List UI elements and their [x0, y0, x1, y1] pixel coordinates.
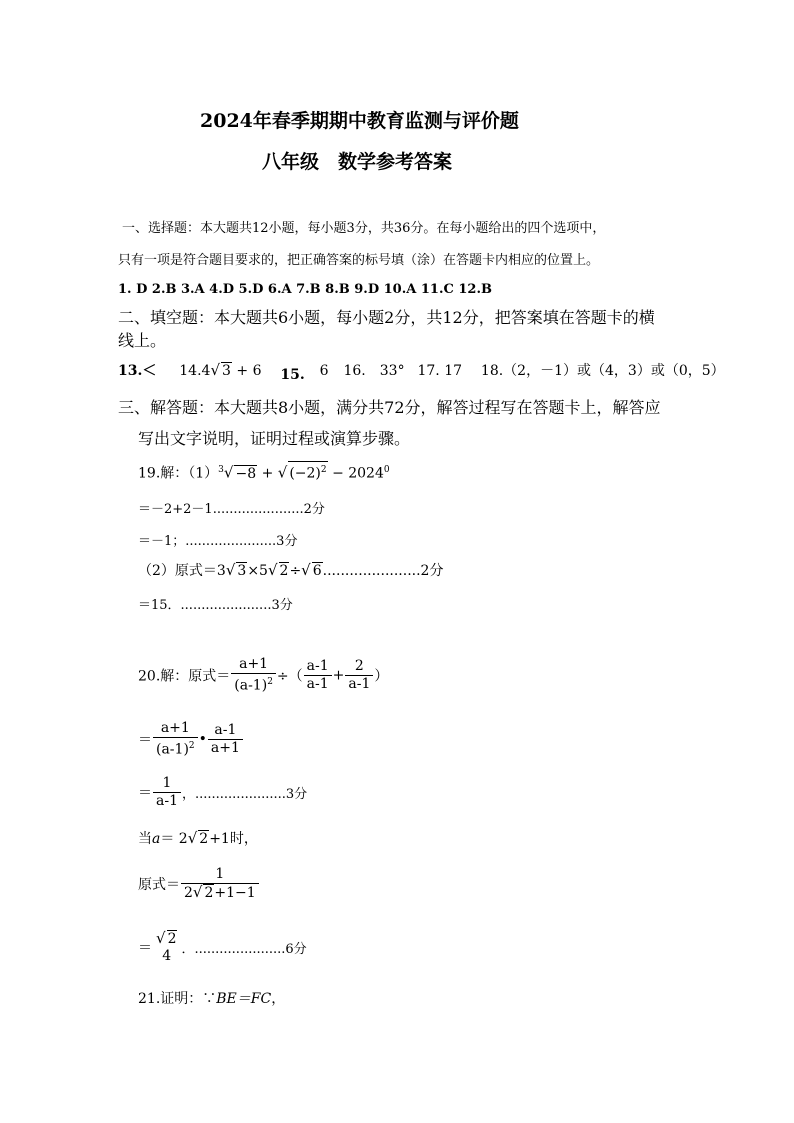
- q19-part2-label: （2）原式＝3: [138, 563, 226, 579]
- q19-cbrt-radicand: −8: [235, 465, 257, 482]
- q20-step1-frac1: $\frac{a+1}{(a-1)^2}$: [153, 720, 198, 759]
- q21-statement: BE＝FC: [216, 991, 272, 1007]
- because-symbol: ∵: [202, 991, 217, 1007]
- q20-step2-eq: ＝: [138, 785, 152, 802]
- q20-fraction-1: $\frac{a+1}{(a-1)^2}$: [231, 656, 276, 695]
- sqrt-symbol: √: [267, 561, 278, 579]
- part1-intro-line2: 只有一项是符合题目要求的，把正确答案的标号填（涂）在答题卡内相应的位置上。: [118, 253, 600, 268]
- sqrt-symbol: √: [223, 463, 234, 482]
- q19-label: 19.解：（1）: [138, 465, 219, 482]
- q20-final: [138, 930, 307, 965]
- q19-expression: [138, 461, 390, 483]
- sqrt-symbol: √: [156, 929, 166, 947]
- q20-original-label: 原式＝: [138, 877, 180, 893]
- q20-condition: [138, 828, 258, 848]
- q17-answer: 17. 17: [417, 363, 463, 379]
- q20-when: 当: [138, 831, 152, 847]
- cbrt-index: 3: [218, 465, 224, 475]
- q20-original: [138, 866, 260, 902]
- q21-line: [138, 988, 285, 1008]
- q21-label: 21.证明：: [138, 991, 203, 1007]
- q20-step2-frac: $\frac{1}{a-1}$: [153, 775, 181, 810]
- q19-step2: ＝－1；......................3分: [138, 534, 298, 549]
- part1-answers: 1. D 2.B 3.A 4.D 5.D 6.A 7.B 8.B 9.D 10.A 11.C 12.B: [118, 282, 492, 297]
- q15-label: 15.: [280, 367, 305, 383]
- q19-part2-result: ＝15．......................3分: [138, 598, 293, 613]
- q13-answer: 13.＜: [118, 363, 157, 379]
- q19-step1: ＝－2+2－1......................2分: [138, 502, 325, 517]
- q15-answer: 6: [319, 363, 329, 379]
- q19-divide: ÷: [289, 563, 302, 579]
- q20-plus: +: [332, 667, 345, 684]
- part3-intro-line1: 三、解答题：本大题共8小题，满分共72分，解答过程写在答题卡上，解答应: [118, 398, 661, 417]
- q20-when-post: +1时，: [209, 831, 258, 847]
- q20-final-score: ．......................6分: [181, 942, 307, 957]
- q14-coef: 4: [201, 363, 211, 379]
- q20-when-eq: ＝ 2: [160, 831, 188, 847]
- page-subtitle: 八年级 数学参考答案: [262, 151, 453, 173]
- q20-label: 20.解：原式＝: [138, 668, 231, 685]
- sqrt-symbol: √: [210, 361, 221, 379]
- q16-answer: 16. 33°: [343, 363, 405, 379]
- q19-sqrt-radicand: $(-2)^2$: [288, 461, 327, 482]
- q19-radicand-6: 6: [312, 563, 322, 579]
- q20-expression: [138, 656, 388, 695]
- q20-when-radicand: 2: [199, 831, 209, 847]
- q19-plus: +: [261, 465, 274, 482]
- q20-step1-eq: ＝: [138, 732, 152, 749]
- q14-label: 14.: [179, 363, 202, 379]
- q18-answer: 18.（2，－1）或（4，3）或（0，5）: [480, 363, 725, 379]
- q19-radicand-3: 3: [237, 563, 247, 579]
- q20-fraction-3: $\frac{2}{a-1}$: [345, 658, 373, 693]
- sqrt-symbol: √: [277, 463, 288, 482]
- q20-divide: ÷（: [276, 668, 303, 685]
- page-title: 2024年春季期期中教育监测与评价题: [200, 110, 519, 132]
- sqrt-symbol: √: [225, 561, 236, 579]
- part3-intro-line2: 写出文字说明，证明过程或演算步骤。: [138, 429, 411, 448]
- q19-year-exp: 0: [383, 465, 390, 475]
- sqrt-symbol: √: [192, 883, 203, 901]
- q20-fraction-2: $\frac{a-1}{a-1}$: [304, 658, 332, 693]
- q19-year: − 2024: [332, 465, 384, 482]
- q19-radicand-2: 2: [279, 563, 289, 579]
- q20-var-a: a: [152, 831, 161, 847]
- q20-original-frac: $\frac{1}{2√ 2+1-1}$: [181, 866, 259, 902]
- sqrt-symbol: √: [301, 561, 311, 579]
- q20-step2-score: ，......................3分: [181, 787, 308, 802]
- q20-step1-dot: •: [198, 731, 207, 748]
- part1-intro-line1: 一、选择题：本大题共12小题，每小题3分，共36分。在每小题给出的四个选项中，: [122, 221, 606, 236]
- part2-intro-line2: 线上。: [118, 331, 167, 350]
- q20-final-eq: ＝: [138, 940, 152, 957]
- q19-part2-score: ......................2分: [322, 563, 444, 579]
- q14-tail: + 6: [236, 363, 262, 379]
- part2-intro-line1: 二、填空题：本大题共6小题，每小题2分，共12分，把答案填在答题卡的横: [118, 308, 655, 327]
- fill-answers-row: [118, 360, 725, 383]
- q20-close: ）: [374, 668, 389, 685]
- q19-part2: [138, 560, 443, 580]
- q20-step1-frac2: $\frac{a-1}{a+1}$: [208, 722, 243, 757]
- q14-radicand: 3: [222, 363, 231, 379]
- q20-step2: [138, 775, 307, 810]
- sqrt-symbol: √: [187, 829, 198, 847]
- q21-comma: ，: [271, 991, 286, 1007]
- q20-final-frac: √ 2 4: [156, 929, 177, 964]
- q19-times: ×5: [247, 563, 268, 579]
- q20-step1: [138, 720, 244, 759]
